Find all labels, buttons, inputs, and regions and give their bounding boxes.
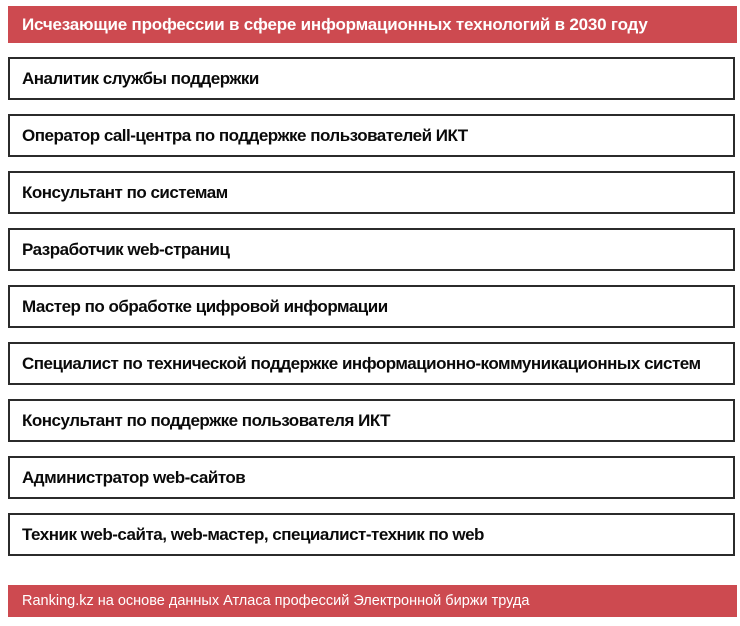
list-item-label: Аналитик службы поддержки <box>22 68 259 88</box>
list-item-label: Консультант по системам <box>22 182 228 202</box>
list-item <box>8 171 735 214</box>
list-item-label: Мастер по обработке цифровой информации <box>22 296 388 316</box>
title-bar <box>8 6 737 43</box>
list-item-label: Разработчик web-страниц <box>22 239 230 259</box>
list-item-label: Консультант по поддержке пользователя ИКТ <box>22 410 391 430</box>
list-item-label: Оператор call-центра по поддержке пользователей ИКТ <box>22 125 468 145</box>
page-title: Исчезающие профессии в сфере информационных технологий в 2030 году <box>22 14 648 34</box>
list-item <box>8 57 735 100</box>
list-item <box>8 456 735 499</box>
list-item <box>8 114 735 157</box>
list-item <box>8 399 735 442</box>
list-item <box>8 228 735 271</box>
list-item <box>8 342 735 385</box>
footer-bar <box>8 585 737 617</box>
list-item <box>8 285 735 328</box>
list-item-label: Техник web-сайта, web-мастер, специалист-техник по web <box>22 524 484 544</box>
source-attribution: Ranking.kz на основе данных Атласа профессий Электронной биржи труда <box>22 593 530 609</box>
list-item <box>8 513 735 556</box>
list-item-label: Администратор web-сайтов <box>22 467 246 487</box>
list-item-label: Специалист по технической поддержке информационно-коммуникационных систем <box>22 353 701 373</box>
